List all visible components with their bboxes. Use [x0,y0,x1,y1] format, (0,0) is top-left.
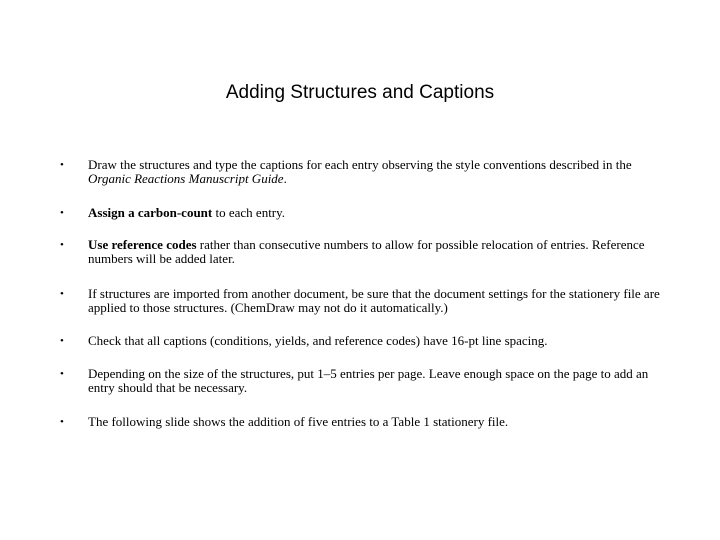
bullet-mark: • [60,159,64,171]
slide-title: Adding Structures and Captions [225,82,495,103]
bullet-text: Depending on the size of the structures, put 1–5 entries per page. Leave enough space on the page to add an entry should that be necessary. [88,366,649,395]
bullet-text: The following slide shows the addition of five entries to a Table 1 stationery file. [88,414,509,429]
reference-codes-bold: Use reference codes [88,237,197,252]
carbon-count-bold: Assign a carbon-count [88,205,213,220]
bullet-mark: • [60,368,64,380]
bullet-mark: • [60,335,64,347]
bullet-mark: • [60,239,64,251]
bullet-text-run: . [283,171,287,186]
bullet-text [88,206,663,220]
bullet-text-run: Draw the structures and type the captions for each entry observing the style conventions described in the [88,157,632,172]
bullet-text: Check that all captions (conditions, yields, and reference codes) have 16-pt line spacing. [88,333,548,348]
guide-title-italic: Organic Reactions Manuscript Guide [88,171,284,186]
bullet-text-run: rather than consecutive numbers to allow for possible relocation of entries. Reference numbers will be added later. [88,237,645,266]
bullet-mark: • [60,207,64,219]
bullet-mark: • [60,416,64,428]
bullet-text [88,158,663,186]
bullet-text [88,238,663,266]
bullet-text-run: to each entry. [212,205,286,220]
bullet-text: If structures are imported from another document, be sure that the document settings for the stationery file are applied to those structures. (ChemDraw may not do it automatically.) [88,286,660,315]
bullet-mark: • [60,288,64,300]
